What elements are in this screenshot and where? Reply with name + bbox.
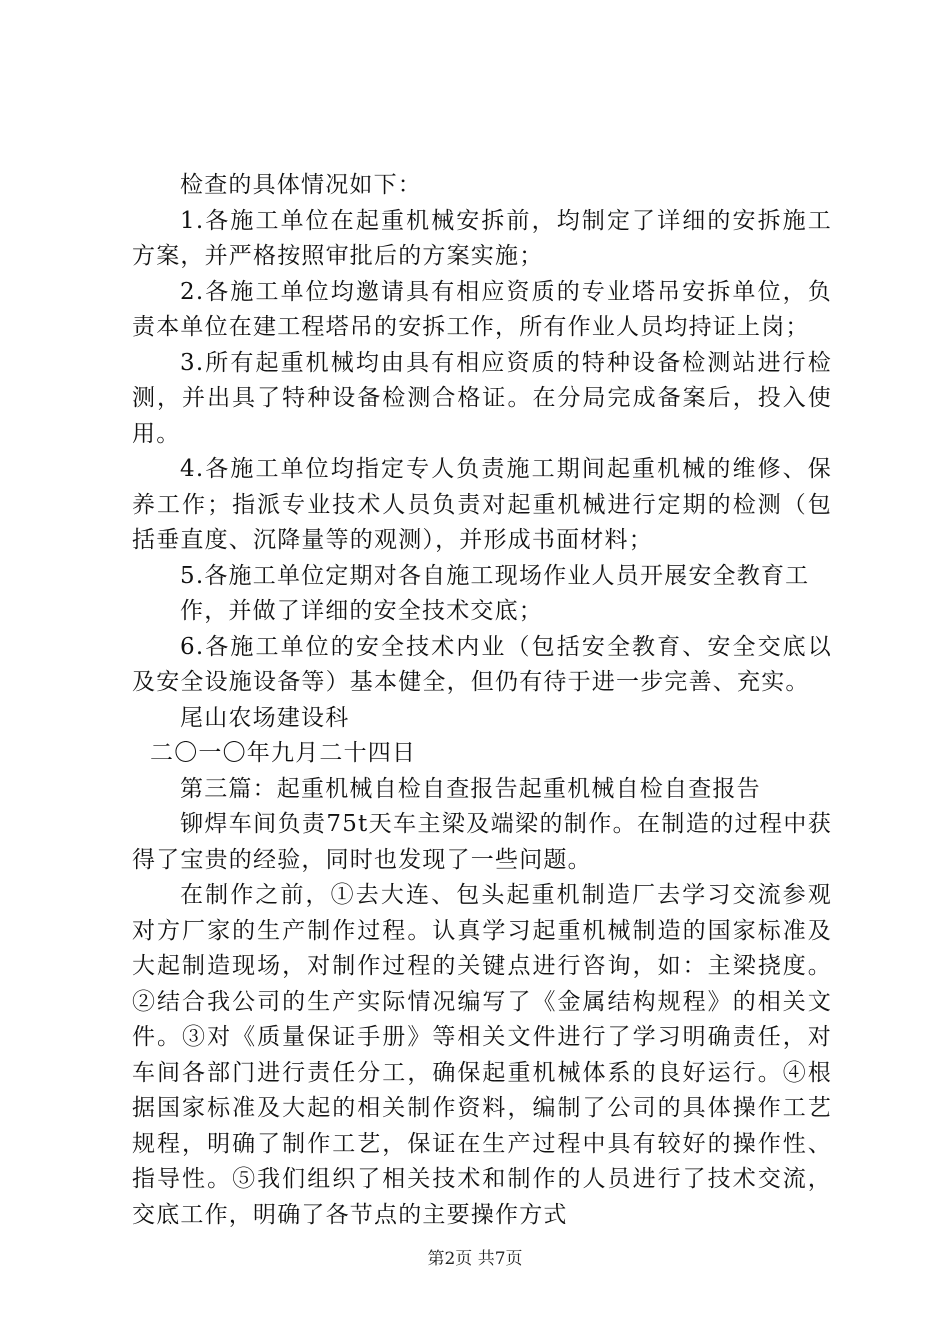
page-number: 第2页 共7页	[427, 1249, 523, 1269]
document-body	[132, 168, 832, 1233]
paragraph-item-1: 1.各施工单位在起重机械安拆前，均制定了详细的安拆施工方案，并严格按照审批后的方案实施；	[132, 207, 832, 269]
paragraph-item-3: 3.所有起重机械均由具有相应资质的特种设备检测站进行检测，并出具了特种设备检测合格证。在分局完成备案后，投入使用。	[132, 349, 832, 447]
signature-date: 二〇一〇年九月二十四日	[150, 740, 417, 766]
section-heading: 第三篇：起重机械自检自查报告起重机械自检自查报告	[180, 775, 761, 802]
paragraph-item-6: 6.各施工单位的安全技术内业（包括安全教育、安全交底以及安全设施设备等）基本健全，但仍有待于进一步完善、充实。	[132, 633, 832, 695]
paragraph-item-2: 2.各施工单位均邀请具有相应资质的专业塔吊安拆单位，负责本单位在建工程塔吊的安拆工作，所有作业人员均持证上岗；	[132, 278, 832, 340]
paragraph-section-intro: 铆焊车间负责75t天车主梁及端梁的制作。在制造的过程中获得了宝贵的经验，同时也发现了一些问题。	[132, 811, 832, 873]
paragraph-item-5: 5.各施工单位定期对各自施工现场作业人员开展安全教育工	[180, 562, 810, 589]
paragraph-item-4: 4.各施工单位均指定专人负责施工期间起重机械的维修、保养工作；指派专业技术人员负责对起重机械进行定期的检测（包括垂直度、沉降量等的观测），并形成书面材料；	[132, 456, 832, 553]
signature-organization: 尾山农场建设科	[180, 704, 350, 731]
paragraph-intro: 检查的具体情况如下：	[180, 172, 422, 198]
paragraph-item-5-continued: 作，并做了详细的安全技术交底；	[180, 598, 543, 624]
paragraph-preparation: 在制作之前，①去大连、包头起重机制造厂去学习交流参观对方厂家的生产制作过程。认真学习起重机械制造的国家标准及大起制造现场，对制作过程的关键点进行咨询，如：主梁挠度。②结合我公司的生产实际情况编写了《金属结构规程》的相关文件。③对《质量保证手册》等相关文件进行了学习明确责任，对车间各部门进行责任分工，确保起重机械体系的良好运行。④根据国家标准及大起的相关制作资料，编制了公司的具体操作工艺规程，明确了制作工艺，保证在生产过程中具有较好的操作性、指导性。⑤我们组织了相关技术和制作的人员进行了技术交流，交底工作，明确了各节点的主要操作方式	[132, 882, 832, 1228]
